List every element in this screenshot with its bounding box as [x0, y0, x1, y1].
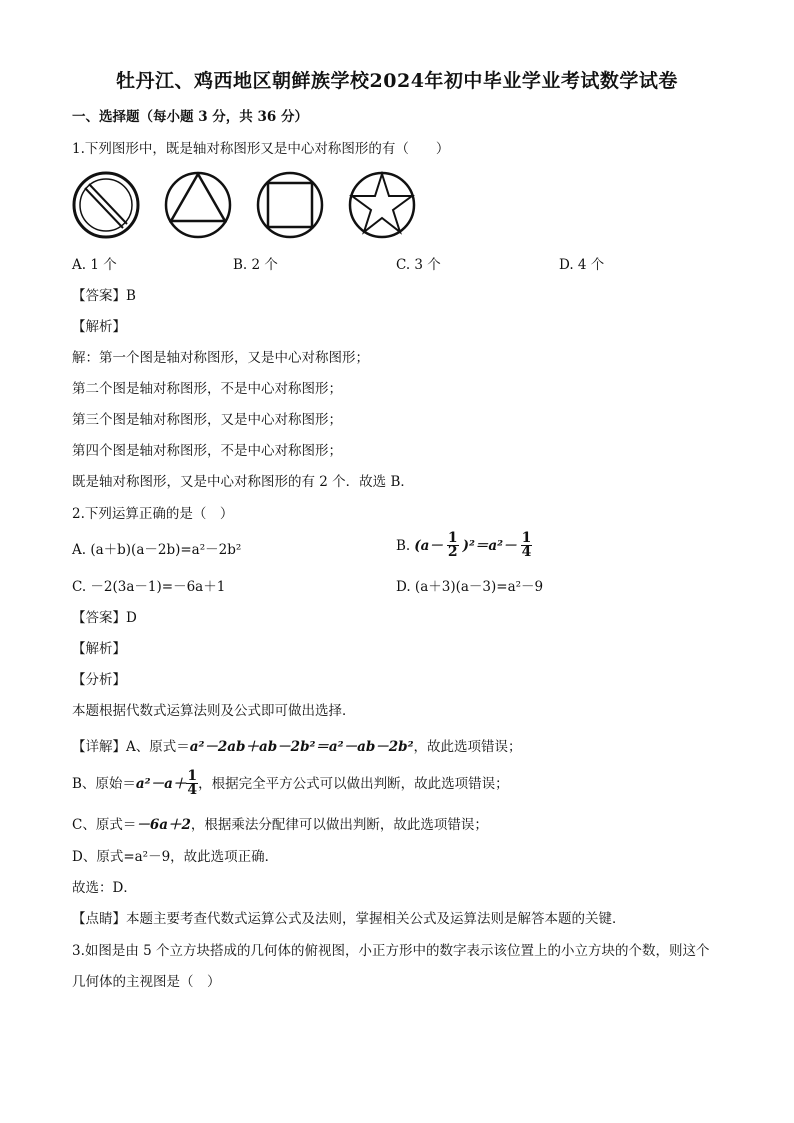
fraction-quarter: $\frac{1}{4}$ — [521, 530, 532, 560]
fraction-half: $\frac{1}{2}$ — [447, 530, 458, 560]
question-1-answer: 【答案】B — [72, 288, 136, 304]
question-3-stem-line-1: 3.如图是由 5 个立方块搭成的几何体的俯视图，小正方形中的数字表示该位置上的小立方块的个数，则这个 — [72, 943, 710, 959]
question-1-option-d: D. 4 个 — [559, 257, 605, 273]
question-1-option-a: A. 1 个 — [72, 257, 117, 273]
question-1-analysis-line: 解：第一个图是轴对称图形，又是中心对称图形； — [72, 350, 369, 366]
question-2-choice: 故选：D． — [72, 880, 137, 896]
circle-with-square-icon — [258, 173, 322, 237]
circle-with-star-icon — [350, 173, 414, 237]
question-2-analysis-label: 【解析】 — [72, 641, 126, 657]
question-2-fenxi-label: 【分析】 — [72, 672, 126, 688]
option-b-mid: )²＝a²－ — [462, 537, 517, 554]
option-b-label: B. — [396, 537, 411, 554]
question-2-detail-a: 【详解】A、原式＝a²－2ab＋ab－2b²＝a²－ab－2b²，故此选项错误； — [72, 739, 522, 755]
question-2-stem: 2.下列运算正确的是（ ） — [72, 506, 234, 522]
question-2-detail-c: C、原式＝－6a＋2，根据乘法分配律可以做出判断，故此选项错误； — [72, 817, 488, 833]
point-label: 【点睛】 — [72, 911, 126, 927]
question-1-figures — [72, 166, 417, 244]
fraction-quarter: $\frac{1}{4}$ — [187, 768, 198, 798]
circle-with-triangle-icon — [166, 173, 230, 237]
question-2-detail-b: B、原始＝ a²－a＋ $\frac{1}{4}$ ，根据完全平方公式可以做出判断，故此选项错误； — [72, 768, 509, 798]
question-1-analysis-label: 【解析】 — [72, 319, 126, 335]
page-title: 牡丹江、鸡西地区朝鲜族学校2024年初中毕业学业考试数学试卷 — [116, 70, 678, 92]
question-2-option-b — [396, 532, 532, 559]
question-1-option-c: C. 3 个 — [396, 257, 441, 273]
section-heading: 一、选择题（每小题 3 分，共 36 分） — [72, 109, 308, 125]
circle-with-bar-icon — [74, 173, 138, 237]
question-1-analysis-line: 第四个图是轴对称图形，不是中心对称图形； — [72, 443, 342, 459]
question-1-option-b: B. 2 个 — [233, 257, 278, 273]
question-2-option-a: A. (a＋b)(a－2b)=a²－2b² — [72, 542, 242, 558]
question-1-analysis-line: 既是轴对称图形，又是中心对称图形的有 2 个．故选 B． — [72, 474, 414, 490]
question-3-stem-line-2: 几何体的主视图是（ ） — [72, 974, 221, 990]
question-1-analysis-line: 第三个图是轴对称图形，又是中心对称图形； — [72, 412, 342, 428]
question-2-option-c: C. －2(3a－1)=－6a＋1 — [72, 579, 226, 595]
question-2-point: 【点睛】本题主要考查代数式运算公式及法则，掌握相关公式及运算法则是解答本题的关键． — [72, 911, 626, 927]
question-2-detail-d: D、原式=a²－9，故此选项正确． — [72, 849, 279, 865]
detail-label: 【详解】 — [72, 739, 126, 755]
option-b-lhs: (a－ — [414, 537, 443, 554]
question-1-stem: 1.下列图形中，既是轴对称图形又是中心对称图形的有（ ） — [72, 141, 450, 157]
question-1-analysis-line: 第二个图是轴对称图形，不是中心对称图形； — [72, 381, 342, 397]
question-2-answer: 【答案】D — [72, 610, 137, 626]
question-2-option-d: D. (a＋3)(a－3)=a²－9 — [396, 579, 544, 595]
question-2-fenxi: 本题根据代数式运算法则及公式即可做出选择． — [72, 703, 356, 719]
